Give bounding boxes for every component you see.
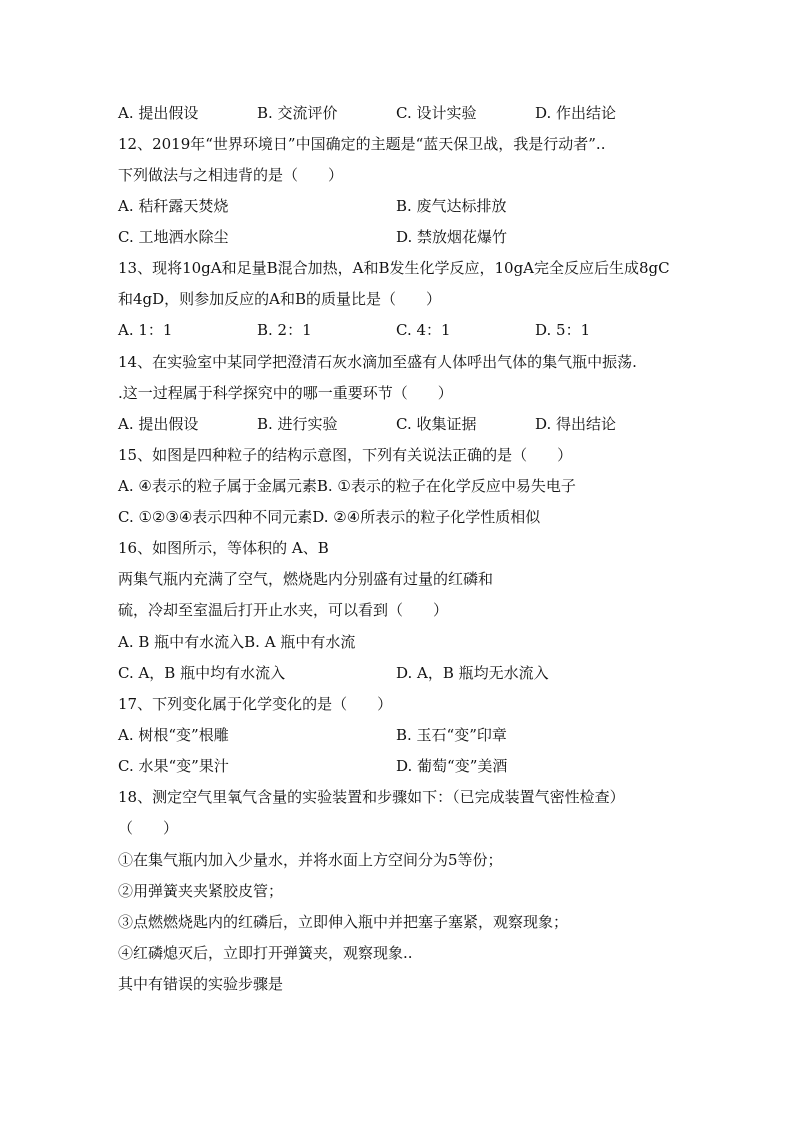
q18-step-3: ③点燃燃烧匙内的红磷后，立即伸入瓶中并把塞子塞紧，观察现象； [118,913,569,931]
q13-stem-line-1: 13、现将10gA和足量B混合加热，A和B发生化学反应，10gA完全反应后生成8gC [118,259,670,277]
q13-option-c: C. 4：1 [396,321,451,339]
q15-options-cd: C. ①②③④表示四种不同元素D. ②④所表示的粒子化学性质相似 [118,508,541,526]
q16-option-d: D. A，B 瓶均无水流入 [396,664,549,682]
q14-option-d: D. 得出结论 [535,415,617,433]
q18-step-4: ④红磷熄灭后，立即打开弹簧夹，观察现象.. [118,944,413,962]
q13-stem-line-2: 和4gD，则参加反应的A和B的质量比是（ ） [118,290,442,308]
q16-option-c: C. A，B 瓶中均有水流入 [118,664,286,682]
q12-stem-line-1: 12、2019年“世界环境日”中国确定的主题是“蓝天保卫战，我是行动者”.. [118,135,606,153]
q16-stem-line-2: 两集气瓶内充满了空气，燃烧匙内分别盛有过量的红磷和 [118,570,494,588]
q12-option-b: B. 废气达标排放 [396,197,507,215]
q11-option-c: C. 设计实验 [396,104,477,122]
q11-option-b: B. 交流评价 [257,104,338,122]
q15-stem-line-1: 15、如图是四种粒子的结构示意图，下列有关说法正确的是（ ） [118,446,573,464]
q14-stem-line-2: .这一过程属于科学探究中的哪一重要环节（ ） [118,384,453,402]
q18-stem-line-2: （ ） [118,819,179,837]
q17-option-b: B. 玉石“变”印章 [396,726,507,744]
q13-option-b: B. 2：1 [257,321,312,339]
q17-stem-line-1: 17、下列变化属于化学变化的是（ ） [118,695,393,713]
q12-option-a: A. 秸秆露天焚烧 [118,197,229,215]
q16-stem-line-3: 硫，冷却至室温后打开止水夹，可以看到（ ） [118,601,449,619]
q18-step-2: ②用弹簧夹夹紧胶皮管； [118,882,284,900]
q13-option-a: A. 1：1 [118,321,173,339]
q11-option-d: D. 作出结论 [535,104,617,122]
q17-option-c: C. 水果“变”果汁 [118,757,229,775]
q18-tail: 其中有错误的实验步骤是 [118,975,284,993]
q14-stem-line-1: 14、在实验室中某同学把澄清石灰水滴加至盛有人体呼出气体的集气瓶中振荡. [118,353,637,371]
q12-stem-line-2: 下列做法与之相违背的是（ ） [118,166,344,184]
q16-stem-line-1: 16、如图所示，等体积的 A、B [118,539,329,557]
q14-option-b: B. 进行实验 [257,415,338,433]
q12-option-d: D. 禁放烟花爆竹 [396,228,508,246]
q18-stem-line-1: 18、测定空气里氧气含量的实验装置和步骤如下：（已完成装置气密性检查） [118,788,625,806]
q16-options-ab: A. B 瓶中有水流入B. A 瓶中有水流 [118,633,356,651]
q14-option-c: C. 收集证据 [396,415,477,433]
q11-option-a: A. 提出假设 [118,104,199,122]
q12-option-c: C. 工地洒水除尘 [118,228,229,246]
q17-option-a: A. 树根“变”根雕 [118,726,229,744]
q18-step-1: ①在集气瓶内加入少量水，并将水面上方空间分为5等份； [118,851,503,869]
q14-option-a: A. 提出假设 [118,415,199,433]
q17-option-d: D. 葡萄“变”美酒 [396,757,508,775]
q15-options-ab: A. ④表示的粒子属于金属元素B. ①表示的粒子在化学反应中易失电子 [118,477,576,495]
q13-option-d: D. 5：1 [535,321,591,339]
